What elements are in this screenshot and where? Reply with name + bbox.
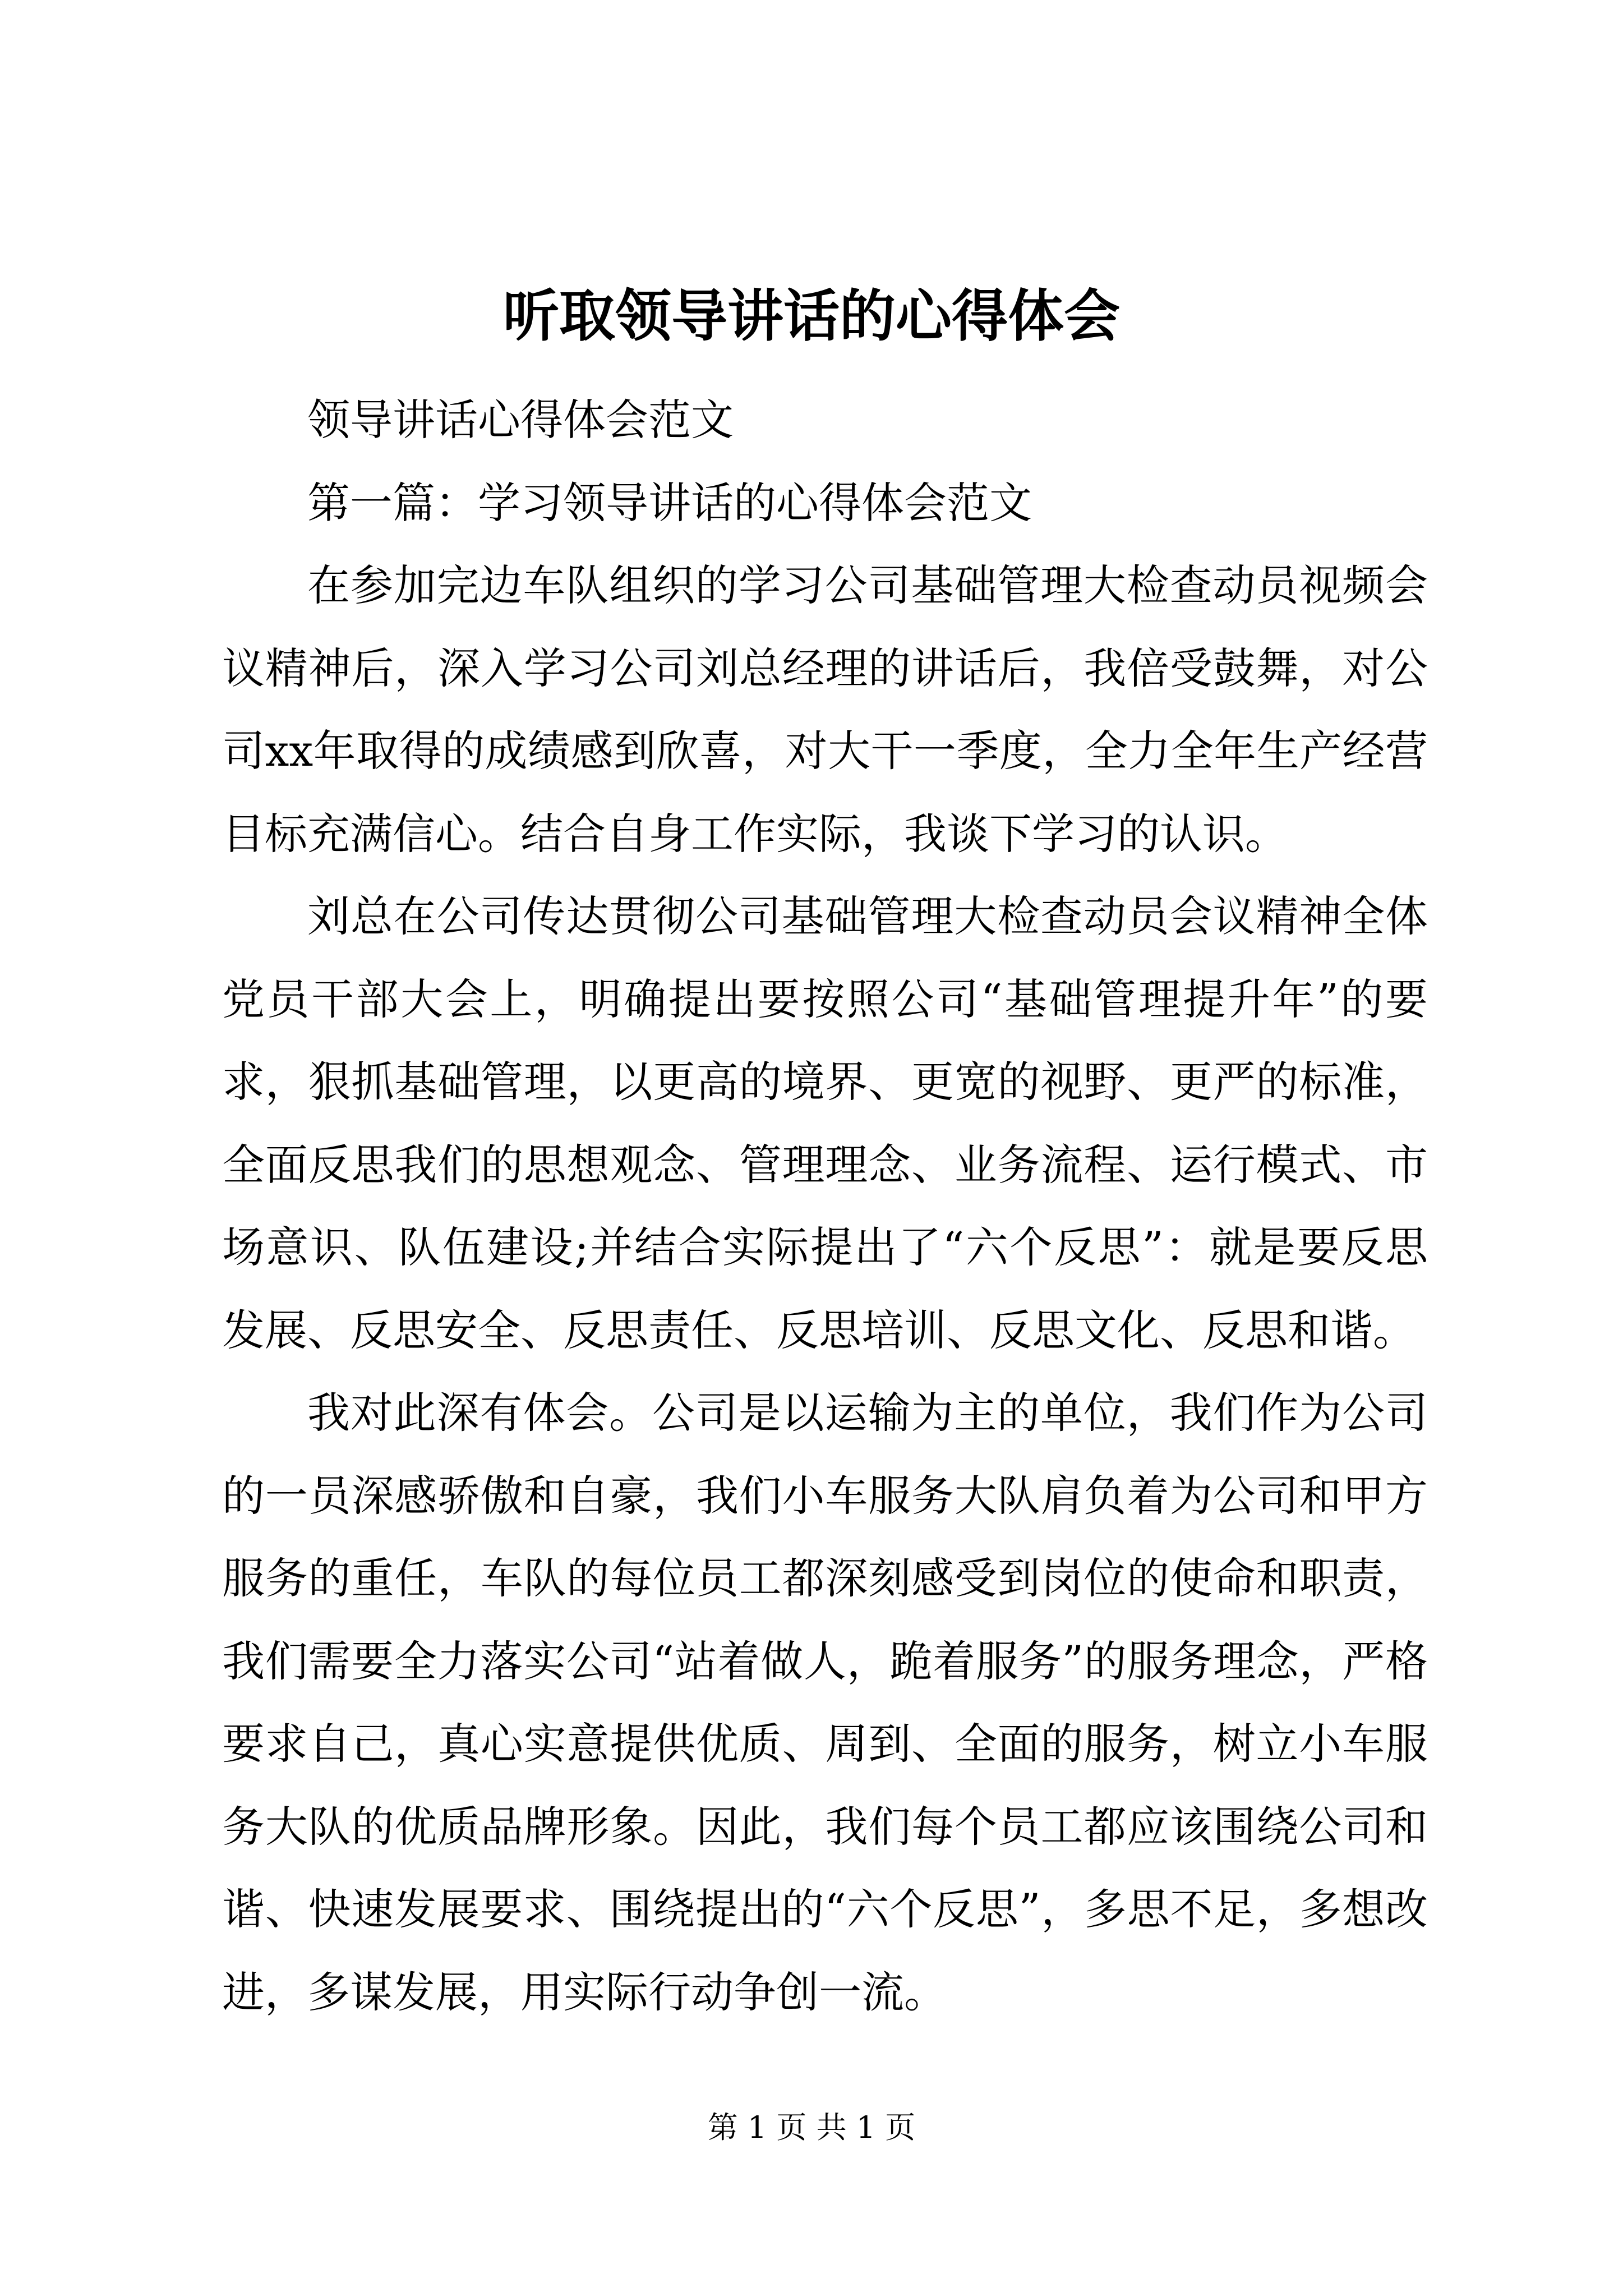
paragraph-body: 在参加完边车队组织的学习公司基础管理大检查动员视频会议精神后，深入学习公司刘总经理的讲话后，我倍受鼓舞，对公司xx年取得的成绩感到欣喜，对大干一季度，全力全年生产经营目标充满信心。结合自身工作实际，我谈下学习的认识。 — [222, 560, 1428, 859]
paragraph-chapter-heading: 第一篇：学习领导讲话的心得体会范文 — [307, 477, 1032, 528]
document-body — [222, 379, 1428, 2033]
paragraph-subtitle: 领导讲话心得体会范文 — [307, 395, 734, 445]
paragraph-body: 我对此深有体会。公司是以运输为主的单位，我们作为公司的一员深感骄傲和自豪，我们小车服务大队肩负着为公司和甲方服务的重任，车队的每位员工都深刻感受到岗位的使命和职责，我们需要全力落实公司“站着做人，跪着服务”的服务理念，严格要求自己，真心实意提供优质、周到、全面的服务，树立小车服务大队的优质品牌形象。因此，我们每个员工都应该围绕公司和谐、快速发展要求、围绕提出的“六个反思”，多思不足，多想改进，多谋发展，用实际行动争创一流。 — [222, 1388, 1428, 2017]
page-number-footer: 第 1 页 共 1 页 — [707, 2110, 916, 2145]
document-title: 听取领导讲话的心得体会 — [503, 283, 1120, 349]
paragraph-body: 刘总在公司传达贯彻公司基础管理大检查动员会议精神全体党员干部大会上，明确提出要按照公司“基础管理提升年”的要求，狠抓基础管理，以更高的境界、更宽的视野、更严的标准，全面反思我们的思想观念、管理理念、业务流程、运行模式、市场意识、队伍建设;并结合实际提出了“六个反思”：就是要反思发展、反思安全、反思责任、反思培训、反思文化、反思和谐。 — [222, 891, 1428, 1355]
